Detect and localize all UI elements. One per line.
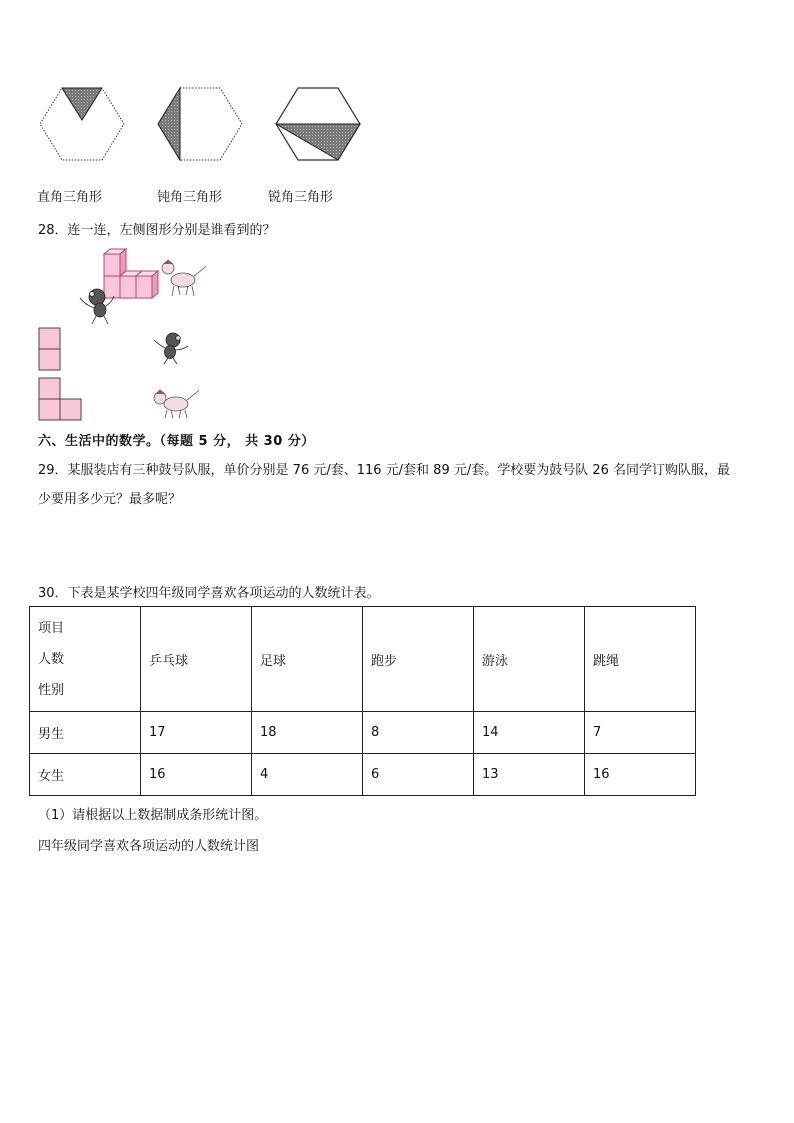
col-header: 乒乓球 xyxy=(141,607,252,712)
chart-title: 四年级同学喜欢各项运动的人数统计图 xyxy=(38,839,260,854)
row-label: 男生 xyxy=(30,712,141,754)
table-cell: 18 xyxy=(252,712,363,754)
row-label: 女生 xyxy=(30,754,141,796)
label-acute-triangle: 锐角三角形 xyxy=(268,190,334,205)
col-header: 跳绳 xyxy=(585,607,696,712)
table-cell: 6 xyxy=(363,754,474,796)
question-29 xyxy=(38,456,760,514)
table-cell: 14 xyxy=(474,712,585,754)
dog-figure-bottom xyxy=(154,390,199,418)
matching-figure xyxy=(0,240,260,430)
hexagon-acute-triangle xyxy=(276,88,360,160)
label-obtuse-triangle: 钝角三角形 xyxy=(157,190,223,205)
view-shape-l xyxy=(39,378,81,420)
table-row xyxy=(30,712,696,754)
col-header: 游泳 xyxy=(474,607,585,712)
hexagon-obtuse-triangle xyxy=(158,88,242,160)
table-cell: 7 xyxy=(585,712,696,754)
section-6-title: 六、生活中的数学。（每题 5 分， 共 30 分） xyxy=(38,434,315,449)
corner-label-count: 人数 xyxy=(38,651,65,667)
table-row xyxy=(30,754,696,796)
question-29-line-1: 29．某服装店有三种鼓号队服，单价分别是 76 元/套、116 元/套和 89 元/套。学校要为鼓号队 26 名同学订购队服，最 xyxy=(38,463,731,478)
hexagon-figures xyxy=(0,0,794,180)
question-28: 28．连一连，左侧图形分别是谁看到的？ xyxy=(38,223,276,238)
table-header-row xyxy=(30,607,696,712)
cube-stack xyxy=(104,249,158,298)
hexagon-right-triangle xyxy=(40,88,124,160)
dog-figure-top xyxy=(162,260,206,296)
col-header: 跑步 xyxy=(363,607,474,712)
sports-stats-table xyxy=(29,606,696,796)
question-30: 30．下表是某学校四年级同学喜欢各项运动的人数统计表。 xyxy=(38,586,380,601)
table-cell: 16 xyxy=(585,754,696,796)
table-cell: 17 xyxy=(141,712,252,754)
label-right-triangle: 直角三角形 xyxy=(37,190,103,205)
table-cell: 4 xyxy=(252,754,363,796)
corner-label-gender: 性别 xyxy=(38,682,65,698)
table-cell: 16 xyxy=(141,754,252,796)
question-29-line-2: 少要用多少元？最多呢？ xyxy=(38,492,182,507)
question-30-sub-1: （1）请根据以上数据制成条形统计图。 xyxy=(38,808,268,823)
monkey-figure-middle xyxy=(154,333,188,364)
table-cell: 13 xyxy=(474,754,585,796)
table-cell: 8 xyxy=(363,712,474,754)
col-header: 足球 xyxy=(252,607,363,712)
table-corner-cell xyxy=(30,607,141,712)
view-shape-vertical xyxy=(39,328,60,370)
corner-label-item: 项目 xyxy=(38,620,65,636)
